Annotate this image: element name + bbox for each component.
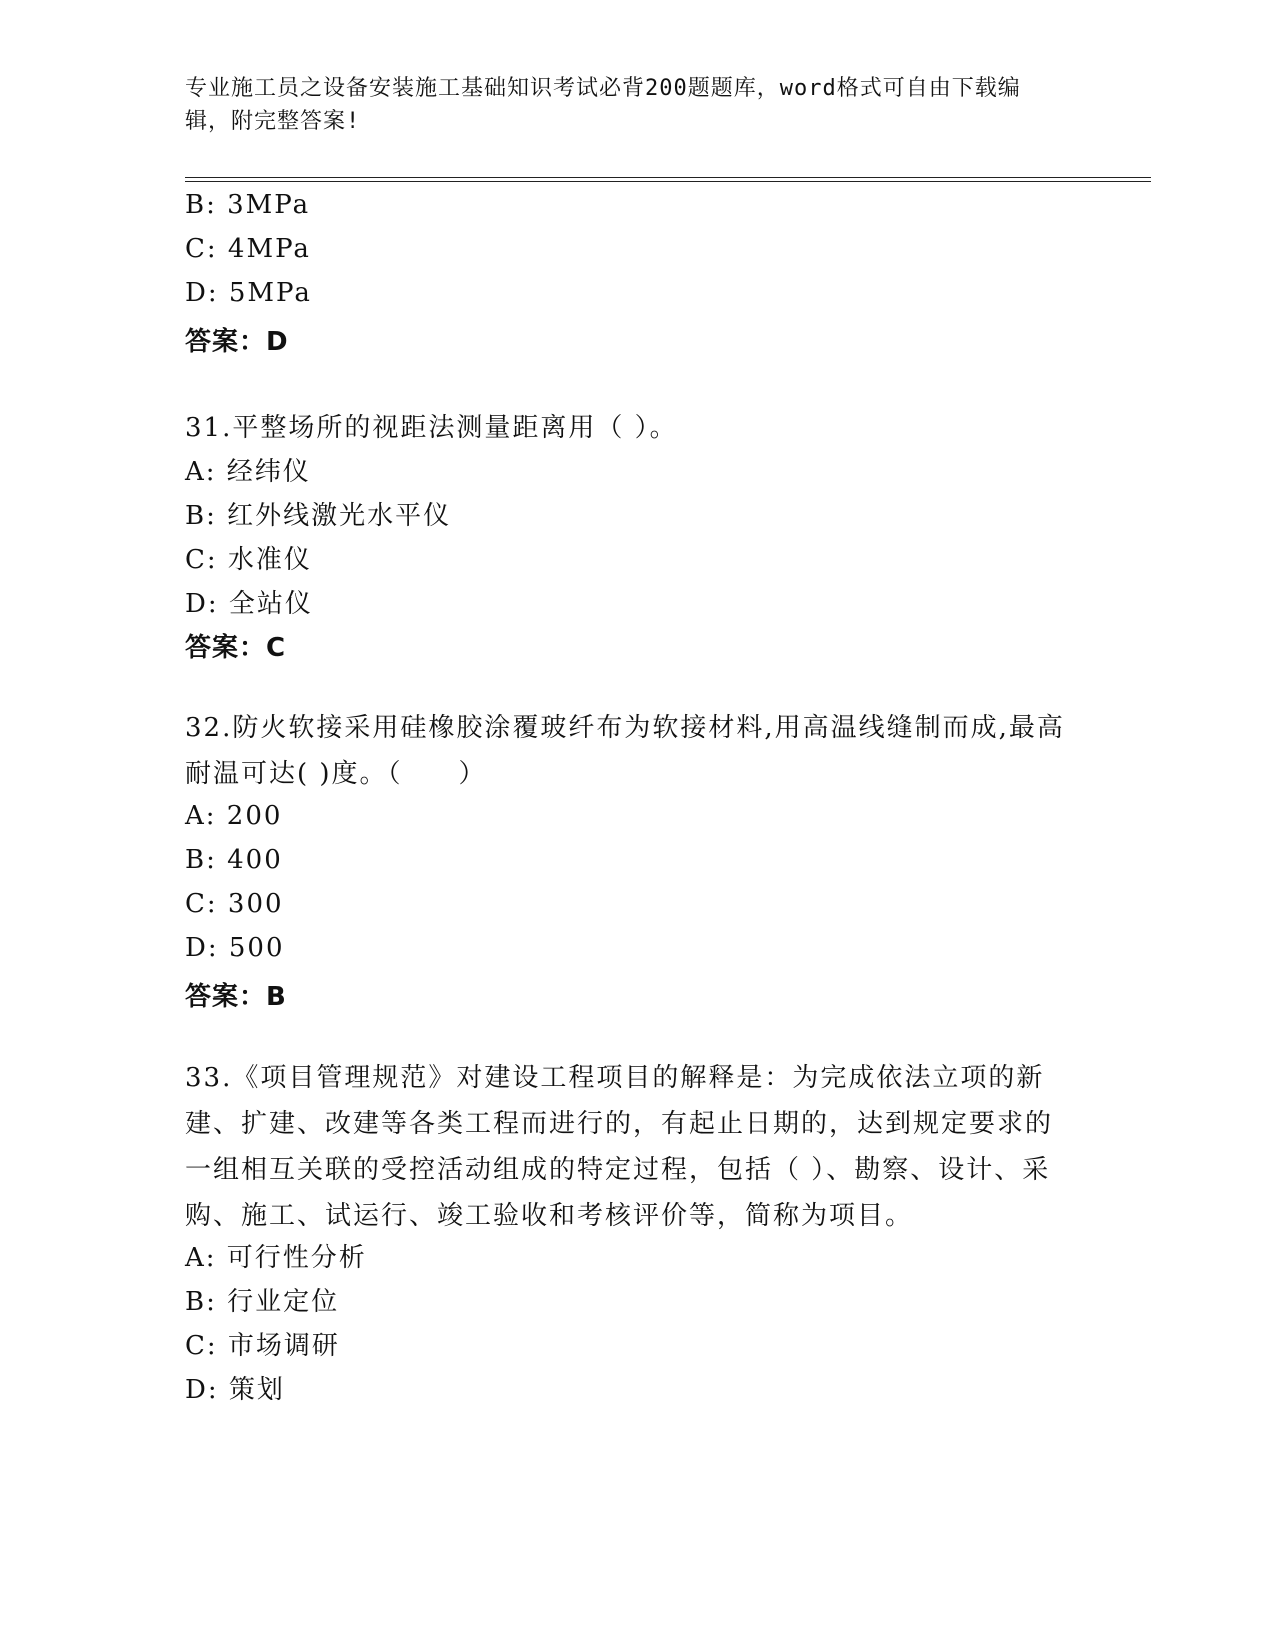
q30-option-d: D: 5MPa: [185, 278, 312, 308]
q33-option-d: D: 策划: [185, 1375, 285, 1405]
q33-option-c: C: 市场调研: [185, 1331, 340, 1361]
q31-answer: 答案：C: [185, 633, 287, 663]
q31-question: 31.平整场所的视距法测量距离用（ ）。: [185, 413, 678, 443]
document-header-title: 专业施工员之设备安装施工基础知识考试必背200题题库，word格式可自由下载编辑，附完整答案!: [185, 76, 1021, 134]
q32-question: 32.防火软接采用硅橡胶涂覆玻纤布为软接材料,用高温线缝制而成,最高耐温可达( )度。（ ）: [185, 713, 1065, 789]
q33-option-a: A: 可行性分析: [185, 1243, 367, 1273]
q32-option-d: D: 500: [185, 933, 285, 963]
q30-answer: 答案：D: [185, 327, 289, 357]
q32-option-c: C: 300: [185, 889, 284, 919]
q30-option-c: C: 4MPa: [185, 234, 311, 264]
q32-option-a: A: 200: [185, 801, 283, 831]
q31-option-c: C: 水准仪: [185, 545, 312, 575]
q30-option-b: B: 3MPa: [185, 190, 311, 220]
q31-option-d: D: 全站仪: [185, 589, 313, 619]
q33-option-b: B: 行业定位: [185, 1287, 340, 1317]
header-divider-top: [185, 177, 1151, 178]
q33-question: 33.《项目管理规范》对建设工程项目的解释是：为完成依法立项的新建、扩建、改建等各类工程而进行的，有起止日期的，达到规定要求的一组相互关联的受控活动组成的特定过程，包括（ ）、勘察、设计、采购、施工、试运行、竣工验收和考核评价等，简称为项目。: [185, 1063, 1054, 1231]
q32-answer: 答案：B: [185, 982, 287, 1012]
q32-option-b: B: 400: [185, 845, 283, 875]
q31-option-a: A: 经纬仪: [185, 457, 311, 487]
q31-option-b: B: 红外线激光水平仪: [185, 501, 452, 531]
header-divider-bottom: [185, 181, 1151, 182]
